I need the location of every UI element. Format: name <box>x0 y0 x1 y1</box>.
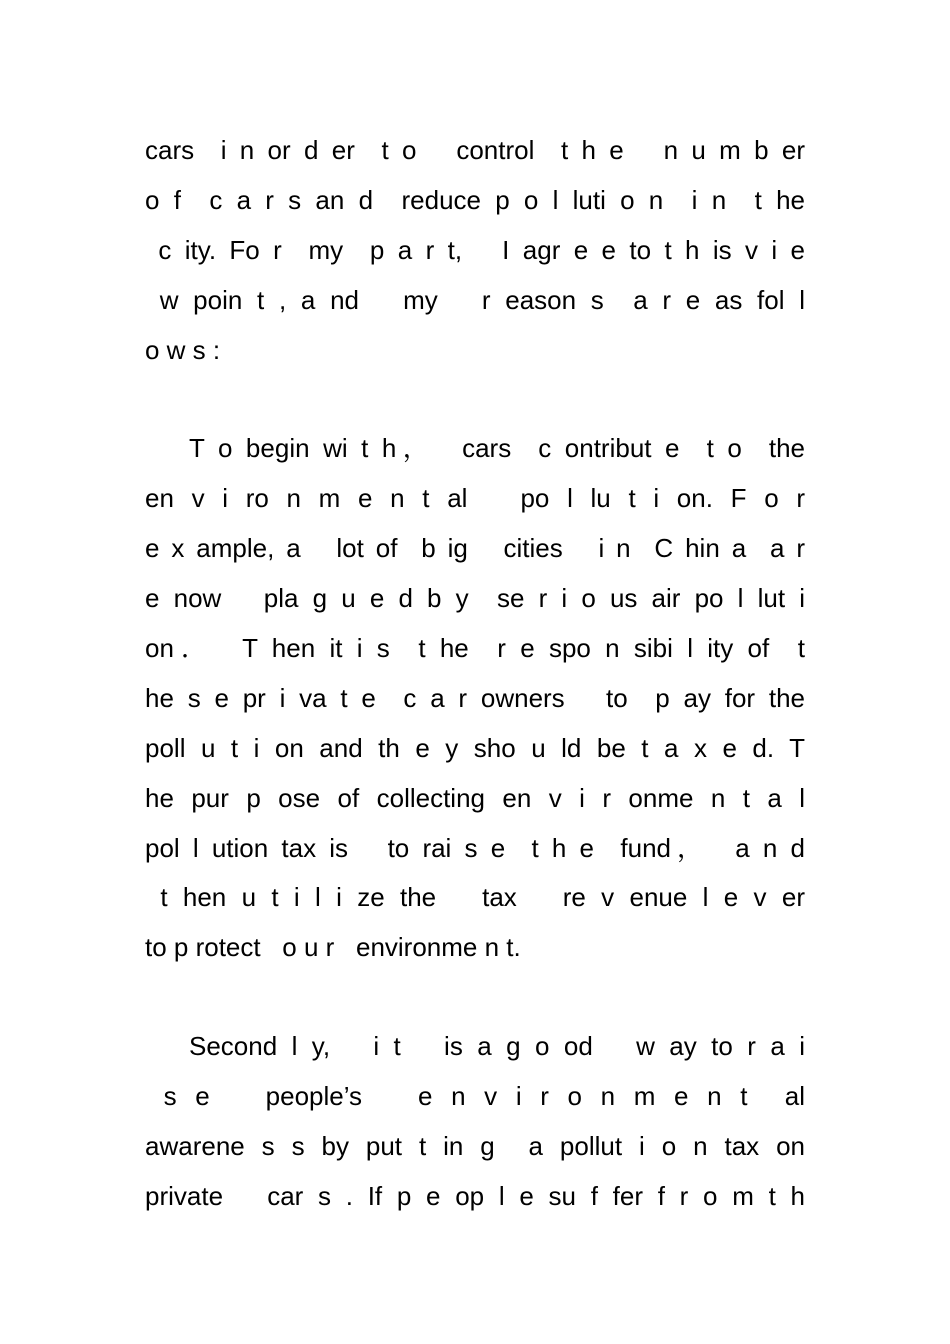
paragraph-2-line-11: to p rotect o u r environme n t. <box>145 932 521 962</box>
paragraph-1-line-2: o f c a r s an d reduce p o l luti o n i n t he <box>145 185 805 215</box>
paragraph-2-line-2: en v i ro n m e n t al po l lu t i on. F o r <box>145 483 805 513</box>
paragraph-3-line-4: private car s . If p e op l e su f fer f r o m t h <box>145 1181 805 1211</box>
paragraph-2-line-3: e x ample, a lot of b ig cities i n C hin a a r <box>145 533 805 563</box>
paragraph-2-line-6: he s e pr i va t e c a r owners to p ay for the <box>145 683 805 713</box>
paragraph-2-line-5: on． T hen it i s t he r e spo n sibi l ity of t <box>145 633 805 663</box>
paragraph-3-line-1: Second l y, i t is a g o od w ay to r a i <box>189 1031 805 1061</box>
paragraph-2-line-9: pol l ution tax is to rai s e t h e fund， a n d <box>145 833 805 863</box>
paragraph-2-line-8: he pur p ose of collecting en v i r onme n t a l <box>145 783 805 813</box>
paragraph-2-line-4: e now pla g u e d b y se r i o us air po l lut i <box>145 583 805 613</box>
paragraph-3-line-3: awarene s s by put t in g a pollut i o n tax on <box>145 1131 805 1161</box>
paragraph-1-line-1: cars i n or d er t o control t h e n u m b er <box>145 135 805 165</box>
paragraph-1-line-4: w poin t , a nd my r eason s a r e as fol l <box>145 285 805 315</box>
paragraph-1-line-3: c ity. Fo r my p a r t, I agr e e to t h is v i e <box>145 235 805 265</box>
paragraph-2-line-7: poll u t i on and th e y sho u ld be t a x e d. T <box>145 733 805 763</box>
paragraph-1-line-5: o w s : <box>145 335 221 365</box>
paragraph-2-line-10: t hen u t i l i ze the tax re v enue l e v er <box>145 882 805 912</box>
paragraph-2-line-1: T o begin wi t h， cars c ontribut e t o the <box>189 433 805 463</box>
paragraph-3-line-2: s e people’s e n v i r o n m e n t al <box>145 1081 805 1111</box>
